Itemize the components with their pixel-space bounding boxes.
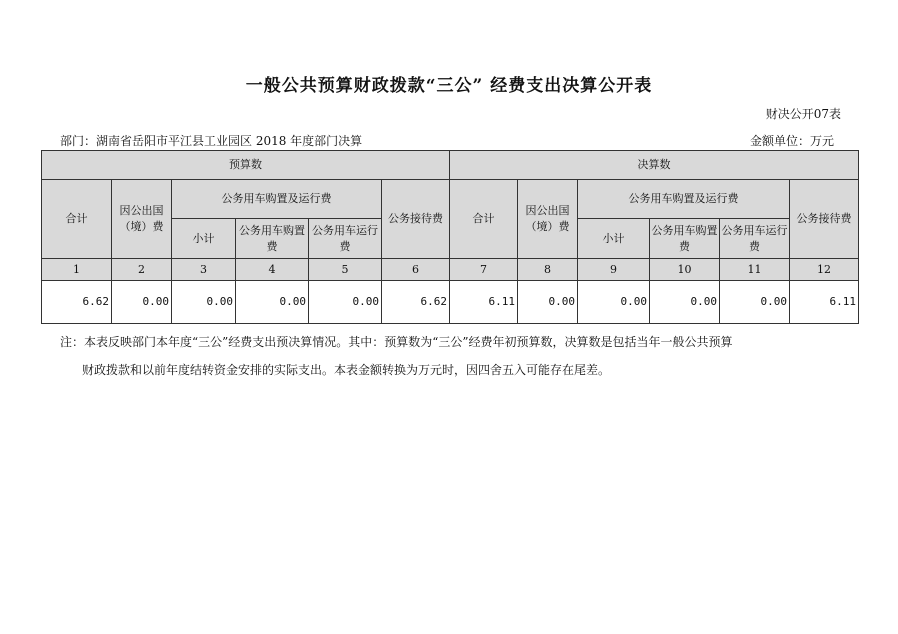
header-row-middle: [42, 180, 859, 219]
value-cell: 0.00: [172, 281, 236, 324]
index-cell: 8: [518, 259, 578, 281]
table-row: [42, 281, 859, 324]
index-cell: 4: [236, 259, 309, 281]
index-cell: 10: [650, 259, 720, 281]
budget-purchase-header: 公务用车购置费: [236, 219, 309, 259]
value-cell: 0.00: [650, 281, 720, 324]
budget-abroad-header: 因公出国（境）费: [112, 180, 172, 259]
index-cell: 9: [578, 259, 650, 281]
final-running-header: 公务用车运行费: [720, 219, 790, 259]
index-cell: 7: [450, 259, 518, 281]
budget-subtotal-header: 小计: [172, 219, 236, 259]
index-cell: 3: [172, 259, 236, 281]
value-cell: 6.11: [790, 281, 859, 324]
unit-label: 金额单位：万元: [749, 134, 834, 148]
budget-header: 预算数: [42, 151, 450, 180]
final-header: 决算数: [450, 151, 859, 180]
form-number: 财决公开07表: [765, 107, 841, 121]
final-purchase-header: 公务用车购置费: [650, 219, 720, 259]
final-total-header: 合计: [450, 180, 518, 259]
index-cell: 6: [382, 259, 450, 281]
final-vehicle-header: 公务用车购置及运行费: [578, 180, 790, 219]
value-cell: 0.00: [112, 281, 172, 324]
index-cell: 5: [309, 259, 382, 281]
value-cell: 0.00: [309, 281, 382, 324]
budget-total-header: 合计: [42, 180, 112, 259]
final-reception-header: 公务接待费: [790, 180, 859, 259]
final-abroad-header: 因公出国（境）费: [518, 180, 578, 259]
index-cell: 2: [112, 259, 172, 281]
index-cell: 11: [720, 259, 790, 281]
value-cell: 0.00: [578, 281, 650, 324]
index-cell: 1: [42, 259, 112, 281]
index-row: [42, 259, 859, 281]
footnote-line-2: 财政拨款和以前年度结转资金安排的实际支出。本表金额转换为万元时，因四舍五入可能存在尾差。: [82, 363, 611, 377]
final-subtotal-header: 小计: [578, 219, 650, 259]
index-cell: 12: [790, 259, 859, 281]
three-public-expenses-table: [41, 150, 859, 324]
footnote-line-1: 注：本表反映部门本年度“三公”经费支出预决算情况。其中：预算数为“三公”经费年初预算数，决算数是包括当年一般公共预算: [60, 335, 733, 349]
page-title: 一般公共预算财政拨款“三公” 经费支出决算公开表: [245, 76, 653, 96]
budget-vehicle-header: 公务用车购置及运行费: [172, 180, 382, 219]
value-cell: 6.11: [450, 281, 518, 324]
value-cell: 0.00: [518, 281, 578, 324]
value-cell: 0.00: [236, 281, 309, 324]
budget-reception-header: 公务接待费: [382, 180, 450, 259]
value-cell: 6.62: [382, 281, 450, 324]
department-label: 部门：湖南省岳阳市平江县工业园区 2018 年度部门决算: [60, 134, 363, 148]
header-row-top: [42, 151, 859, 180]
value-cell: 6.62: [42, 281, 112, 324]
budget-running-header: 公务用车运行费: [309, 219, 382, 259]
value-cell: 0.00: [720, 281, 790, 324]
